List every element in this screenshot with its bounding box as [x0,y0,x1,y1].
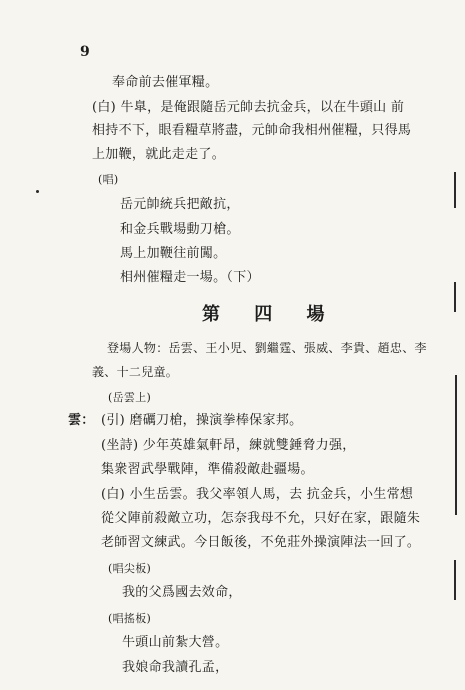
verse-line: 和金兵戰場動刀槍。 [120,222,240,237]
verse-line: 岳元帥統兵把敵抗， [120,197,240,212]
page-number: 9 [80,44,91,60]
verse-line: 牛頭山前紮大營。 [122,635,229,650]
scan-edge-mark [454,282,456,312]
verse-line: 我娘命我讀孔孟， [122,660,229,675]
text-line: 相持不下，眼看糧草將盡，元帥命我相州催糧，只得馬 [92,123,412,138]
text-line: 集衆習武學戰陣，準備殺敵赴疆場。 [101,462,314,477]
scene-title: 第 四 場 [202,304,339,325]
stage-direction: (唱搖板) [108,612,152,625]
text-line: 從父陣前殺敵立功，怎奈我母不允，只好在家，跟隨朱 [101,511,421,526]
text-line: (坐詩) 少年英雄氣軒昂，練就雙錘脅力强， [101,438,356,453]
text-line: 老師習文練武。今日飯後，不免莊外操演陣法一回了。 [101,535,421,550]
verse-line: 相州催糧走一場。（下） [120,270,260,285]
text-line: 上加鞭，就此走走了。 [92,147,226,162]
speaker-label: 雲： [68,413,95,428]
verse-line: 我的父爲國去效命， [122,585,242,600]
verse-line: 馬上加鞭往前闖。 [120,246,227,261]
text-line: (白) 牛臯，是俺跟隨岳元帥去抗金兵，以在牛頭山 前 [92,100,405,115]
scan-edge-mark [455,375,457,515]
text-line: (白) 小生岳雲。我父率領人馬，去 抗金兵，小生常想 [101,487,414,502]
stage-direction: (唱尖板) [108,562,152,575]
stage-direction: (岳雲上) [108,391,152,404]
cast-list: 義、十二兒童。 [92,365,179,379]
scan-speck [36,190,39,193]
text-line: (引) 磨礪刀槍，操演拳棒保家邦。 [101,413,303,428]
stage-direction: (唱) [98,173,119,186]
text-line: 奉命前去催軍糧。 [112,75,219,90]
cast-list: 登場人物：岳雲、王小児、劉繼霆、張威、李貴、趙忠、李 [107,341,427,355]
scan-edge-mark [454,560,456,600]
scan-edge-mark [454,172,456,208]
